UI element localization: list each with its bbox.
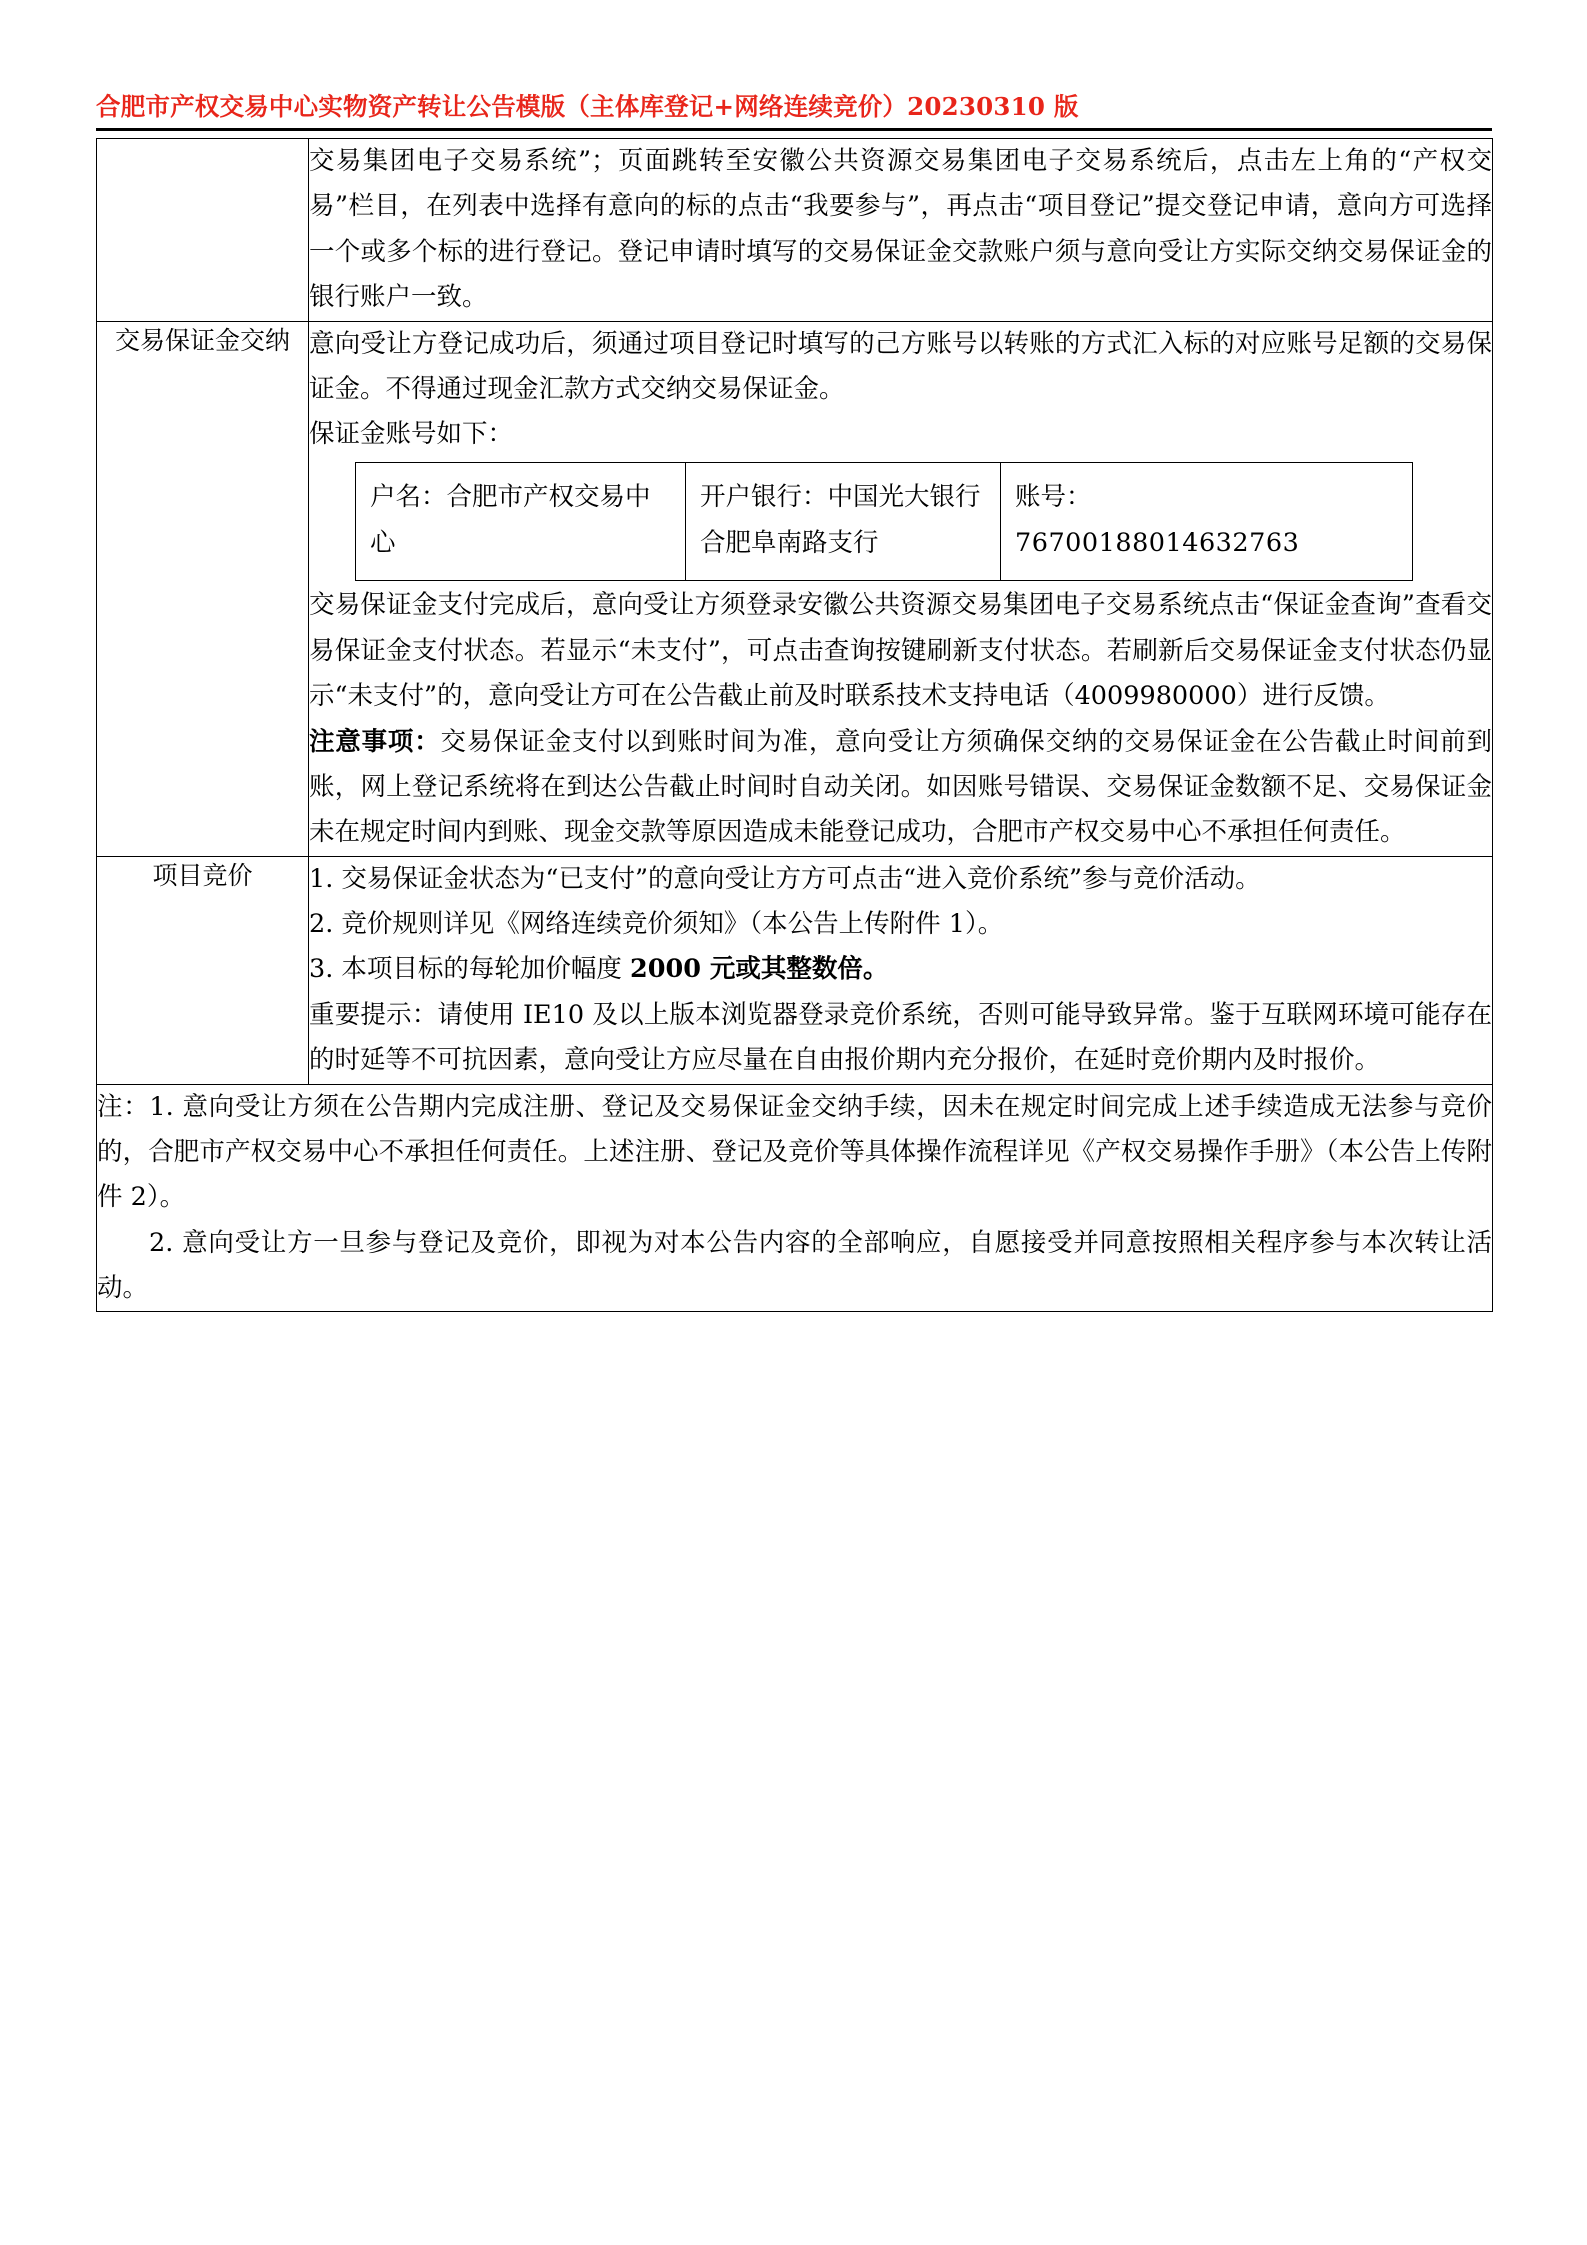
paragraph-account-intro: 保证金账号如下： xyxy=(309,419,514,450)
bank-account-block xyxy=(309,458,1492,584)
paragraph-notice xyxy=(309,720,1492,856)
bank-account-table xyxy=(355,462,1413,582)
notice-body: 交易保证金支付以到账时间为准，意向受让方须确保交纳的交易保证金在公告截止时间前到账，网上登记系统将在到达公告截止时间时自动关闭。如因账号错误、交易保证金数额不足、交易保证金未在规定时间内到账、现金交款等原因造成未能登记成功，合肥市产权交易中心不承担任何责任。 xyxy=(309,726,1492,848)
row-label-continuation xyxy=(97,139,309,322)
notice-heading: 注意事项： xyxy=(309,726,441,757)
account-number-value: 76700188014632763 xyxy=(1015,527,1300,558)
page-header xyxy=(96,92,1492,131)
header-divider xyxy=(96,128,1492,131)
row-body-deposit-payment xyxy=(309,321,1493,856)
bidding-item-3-prefix: 3. 本项目标的每轮加价幅度 xyxy=(309,954,631,985)
row-label-project-bidding: 项目竞价 xyxy=(97,856,309,1084)
bidding-item-3 xyxy=(309,947,1492,992)
bidding-item-2: 2. 竞价规则详见《网络连续竞价须知》（本公告上传附件 1）。 xyxy=(309,909,1004,940)
table-row xyxy=(97,1084,1493,1312)
bidding-item-3-increment: 2000 元或其整数倍。 xyxy=(630,954,889,985)
paragraph-deposit-status-query: 交易保证金支付完成后，意向受让方须登录安徽公共资源交易集团电子交易系统点击“保证金查询”查看交易保证金支付状态。若显示“未支付”，可点击查询按键刷新支付状态。若刷新后交易保证金支付状态仍显示“未支付”的，意向受让方可在公告截止前及时联系技术支持电话（4009980000）进行反馈。 xyxy=(309,590,1492,712)
row-body-continuation xyxy=(309,139,1493,322)
bidding-important-tip: 重要提示：请使用 IE10 及以上版本浏览器登录竞价系统，否则可能导致异常。鉴于互联网环境可能存在的时延等不可抗因素，意向受让方应尽量在自由报价期内充分报价，在延时竞价期内及时报价。 xyxy=(309,999,1492,1076)
page-title: 合肥市产权交易中心实物资产转让公告模版（主体库登记+网络连续竞价）20230310 版 xyxy=(96,92,1079,121)
bank-table-row xyxy=(356,462,1413,581)
bank-account-name-cell: 户名：合肥市产权交易中心 xyxy=(356,462,686,581)
announcement-table xyxy=(96,138,1493,1312)
table-row xyxy=(97,321,1493,856)
table-row xyxy=(97,139,1493,322)
row-body-project-bidding xyxy=(309,856,1493,1084)
footer-note-1: 注：1. 意向受让方须在公告期内完成注册、登记及交易保证金交纳手续，因未在规定时间完成上述手续造成无法参与竞价的，合肥市产权交易中心不承担任何责任。上述注册、登记及竞价等具体操作流程详见《产权交易操作手册》（本公告上传附件 2）。 xyxy=(97,1091,1492,1213)
bank-account-number-cell xyxy=(1001,462,1413,581)
bidding-item-1: 1. 交易保证金状态为“已支付”的意向受让方方可点击“进入竞价系统”参与竞价活动。 xyxy=(309,863,1261,894)
account-number-label: 账号： xyxy=(1015,481,1092,512)
paragraph-registration-flow: 交易集团电子交易系统”；页面跳转至安徽公共资源交易集团电子交易系统后，点击左上角的“产权交易”栏目，在列表中选择有意向的标的点击“我要参与”，再点击“项目登记”提交登记申请，意向方可选择一个或多个标的进行登记。登记申请时填写的交易保证金交款账户须与意向受让方实际交纳交易保证金的银行账户一致。 xyxy=(309,146,1492,313)
footer-note-cell xyxy=(97,1084,1493,1312)
row-label-deposit-payment: 交易保证金交纳 xyxy=(97,321,309,856)
table-row xyxy=(97,856,1493,1084)
bank-name-cell: 开户银行：中国光大银行合肥阜南路支行 xyxy=(686,462,1001,581)
paragraph-deposit-transfer: 意向受让方登记成功后，须通过项目登记时填写的己方账号以转账的方式汇入标的对应账号足额的交易保证金。不得通过现金汇款方式交纳交易保证金。 xyxy=(309,328,1492,404)
footer-note-2: 2. 意向受让方一旦参与登记及竞价，即视为对本公告内容的全部响应，自愿接受并同意按照相关程序参与本次转让活动。 xyxy=(97,1227,1492,1304)
